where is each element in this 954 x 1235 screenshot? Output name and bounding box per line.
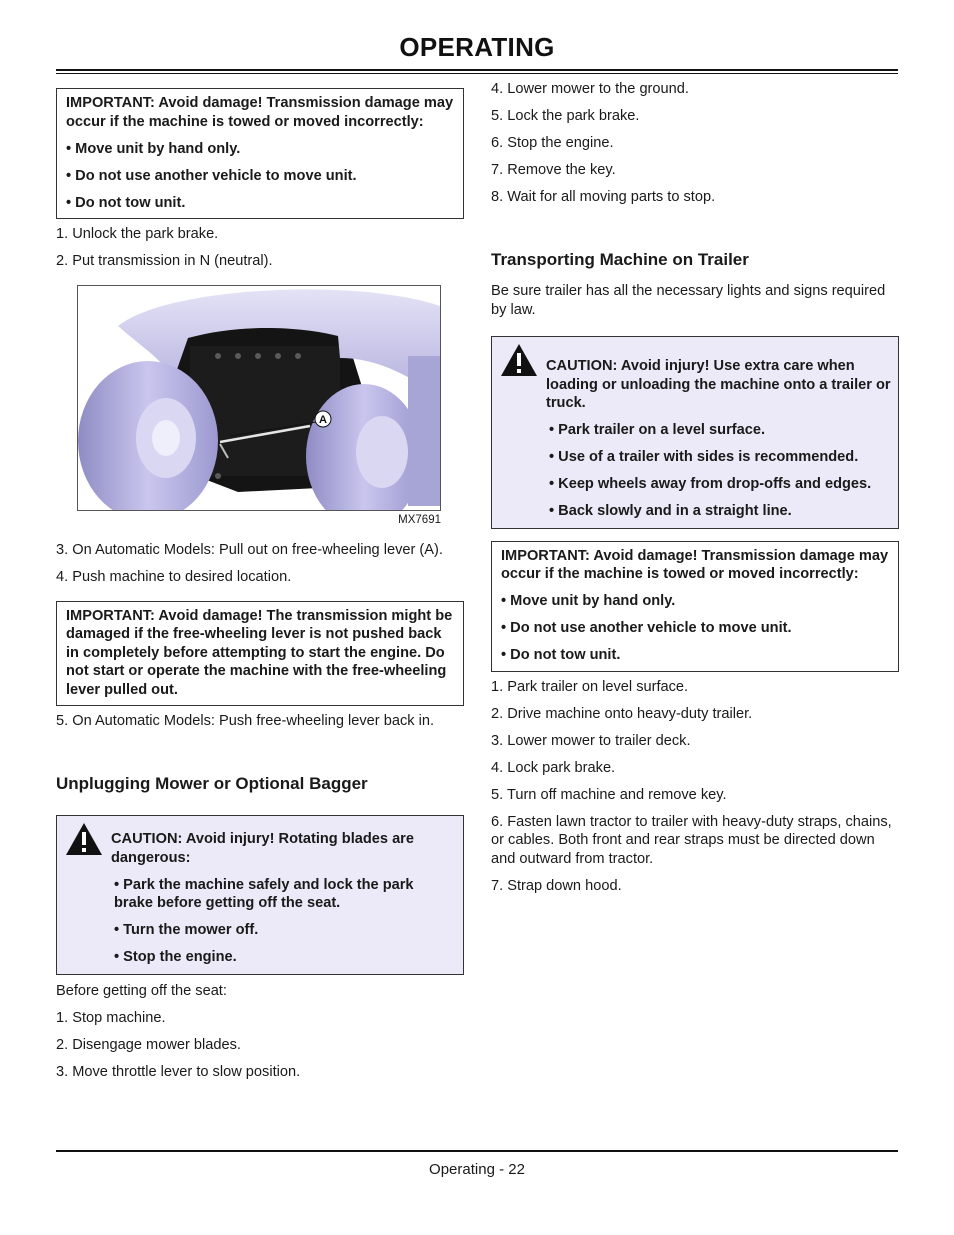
notice-bullet: • Move unit by hand only. (66, 140, 241, 157)
step-item: 8. Wait for all moving parts to stop. (491, 189, 716, 205)
important-notice-towing (491, 541, 899, 672)
caution-bullet: • Stop the engine. (114, 949, 237, 965)
step-item: 6. Stop the engine. (491, 135, 614, 151)
callout-label: A (319, 413, 327, 426)
caution-bullet: • Use of a trailer with sides is recommended. (549, 449, 859, 465)
caution-heading: CAUTION: Avoid injury! Rotating blades are dangerous: (111, 831, 414, 866)
important-notice-towing (56, 88, 464, 219)
paragraph: Before getting off the seat: (56, 982, 227, 999)
caution-notice-blades (56, 815, 464, 975)
step-item: 1. Unlock the park brake. (56, 226, 219, 242)
step-item: 5. Lock the park brake. (491, 108, 640, 124)
section-heading-unplugging: Unplugging Mower or Optional Bagger (56, 773, 368, 793)
notice-bullet: • Do not use another vehicle to move unit. (66, 167, 357, 184)
caution-bullet: • Turn the mower off. (114, 922, 259, 938)
notice-bullet: • Move unit by hand only. (501, 593, 676, 609)
step-item: 1. Park trailer on level surface. (491, 678, 689, 695)
tractor-rear-image (78, 286, 441, 511)
step-item: 3. Move throttle lever to slow position. (56, 1063, 301, 1080)
header-rule (56, 69, 898, 71)
notice-heading: IMPORTANT: Avoid damage! Transmission damage may occur if the machine is towed or moved incorrectly: (66, 95, 454, 130)
page-title: OPERATING (399, 32, 555, 62)
footer-rule (56, 1150, 898, 1152)
notice-text: IMPORTANT: Avoid damage! The transmission might be damaged if the free-wheeling lever is not pushed back in completely before attempting to start the engine. Do not start or operate the machine with the free-wheeling lever pulled out. (66, 607, 453, 698)
right-column (491, 80, 899, 904)
section-heading-transporting: Transporting Machine on Trailer (491, 249, 749, 269)
step-item: 2. Put transmission in N (neutral). (56, 253, 273, 269)
caution-bullet: • Park the machine safely and lock the park brake before getting off the seat. (114, 876, 414, 911)
step-item: 7. Remove the key. (491, 162, 616, 178)
caution-bullet: • Back slowly and in a straight line. (549, 503, 792, 519)
step-item: 2. Disengage mower blades. (56, 1036, 241, 1053)
notice-heading: IMPORTANT: Avoid damage! Transmission damage may occur if the machine is towed or moved incorrectly: (501, 547, 889, 582)
left-column (56, 88, 464, 1090)
free-wheeling-lever-illustration (77, 285, 441, 511)
step-item: 4. Lock park brake. (491, 759, 616, 776)
step-item: 4. Push machine to desired location. (56, 569, 292, 585)
notice-bullet: • Do not use another vehicle to move unit. (501, 620, 792, 636)
caution-notice-trailer (491, 336, 899, 529)
caution-bullet: • Park trailer on a level surface. (549, 422, 766, 438)
paragraph: Be sure trailer has all the necessary lights and signs required by law. (491, 283, 886, 318)
figure-id: MX7691 (398, 513, 441, 526)
caution-heading: CAUTION: Avoid injury! Use extra care when loading or unloading the machine onto a trailer or truck. (546, 358, 891, 411)
step-item: 2. Drive machine onto heavy-duty trailer. (491, 705, 753, 722)
warning-triangle-icon (65, 822, 103, 856)
step-item: 3. On Automatic Models: Pull out on free-wheeling lever (A). (56, 542, 443, 558)
warning-triangle-icon (500, 343, 538, 377)
important-notice-free-wheeling (56, 601, 464, 707)
step-item: 5. Turn off machine and remove key. (491, 786, 727, 803)
caution-bullet: • Keep wheels away from drop-offs and edges. (549, 476, 872, 492)
step-item: 3. Lower mower to trailer deck. (491, 732, 691, 749)
header-rule-thin (56, 73, 898, 74)
notice-bullet: • Do not tow unit. (66, 194, 186, 211)
step-item: 7. Strap down hood. (491, 877, 622, 894)
step-item: 1. Stop machine. (56, 1009, 166, 1026)
step-item: 6. Fasten lawn tractor to trailer with heavy-duty straps, chains, or cables. Both front and rear straps must be directed down and outward from tractor. (491, 813, 892, 867)
step-item: 5. On Automatic Models: Push free-wheeling lever back in. (56, 713, 435, 729)
notice-bullet: • Do not tow unit. (501, 647, 621, 663)
step-item: 4. Lower mower to the ground. (491, 81, 689, 97)
page-number: Operating - 22 (429, 1161, 525, 1178)
